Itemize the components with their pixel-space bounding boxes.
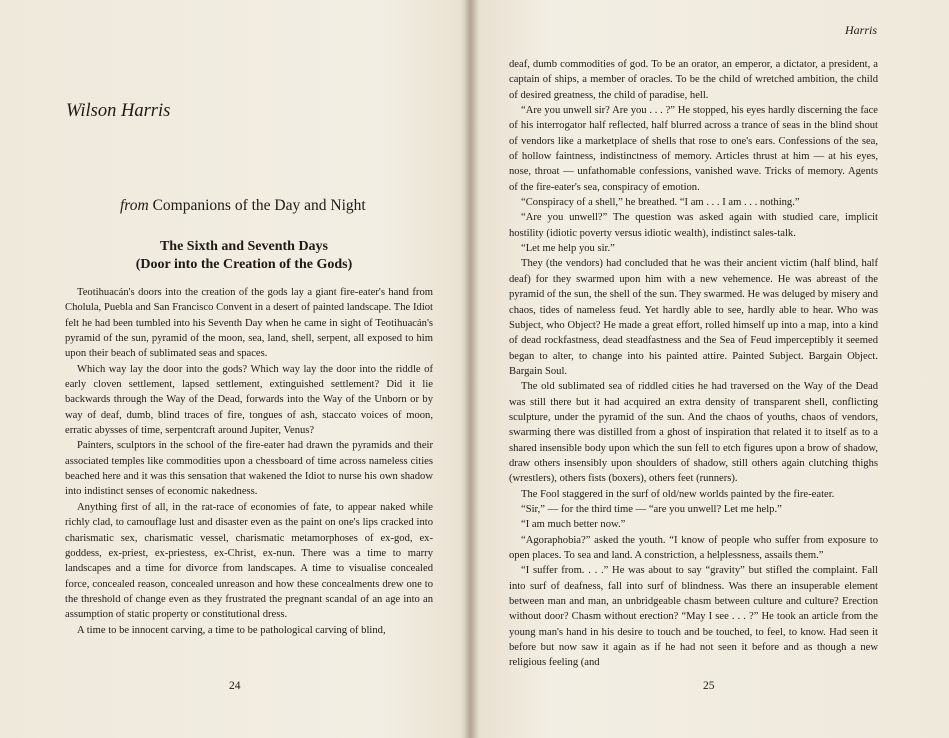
paragraph: “Let me help you sir.” [521, 243, 615, 255]
right-body-text [509, 57, 878, 671]
page-number-right: 25 [703, 680, 715, 692]
section-heading-line1: The Sixth and Seventh Days [159, 239, 329, 254]
right-page [478, 0, 949, 738]
paragraph: deaf, dumb commodities of god. To be an orator, an emperor, a dictator, a president, a captain of ships, a member of oracles. To be the child of wretched ambition, the child of desired greatness, the child of paradise, hell. [509, 59, 878, 101]
paragraph: The old sublimated sea of riddled cities he had traversed on the Way of the Dead was still there but it had acquired an extra density of transparent shell, conflicting sculpture, under the pyramid of the sun. And the chaos of youths, chaos of vendors, swarming there was distilled from a ghost of inspiration that related it to itself as to a shared insensible body upon which the sun fell to etch figures upon a brow of shadow, draw others insensibly upon shoulders of shadow, still others again clutching thighs (wrestlers), others fists (boxers), others feet (runners). [509, 381, 878, 485]
paragraph: A time to be innocent carving, a time to be pathological carving of blind, [77, 624, 386, 636]
paragraph: Anything first of all, in the rat-race of economies of fate, to appear naked while richly clad, to camouflage lust and disaster even as the paint on one's lips cracked into charismatic sex, charismatic vessel, charismatic metamorphoses of ex-god, ex-goddess, ex-priest, ex-priestess, ex-Christ, ex-nun. There was a time to marry landscapes and a time for divorce from landscapes. A time to visualise concealed force, concealed reason, concealed unreason and how these concealments drew one to the threshold of change even as they frustrated the pregnant scandal of an age into an assumption of static property or constitutional dress. [65, 501, 433, 621]
paragraph: “Sir,” — for the third time — “are you unwell? Let me help.” [521, 503, 782, 515]
paragraph: “I am much better now.” [521, 519, 626, 531]
paragraph: “Conspiracy of a shell,” he breathed. “I am . . . I am . . . nothing.” [521, 197, 800, 209]
running-head: Harris [844, 23, 877, 37]
paragraph: “Are you unwell?” The question was asked again with studied care, implicit hostility (idiotic poverty versus idiotic wealth), indistinct sales-talk. [509, 212, 878, 239]
left-body-text [65, 285, 433, 638]
paragraph: Which way lay the door into the gods? Which way lay the door into the riddle of early cloven settlement, lapsed settlement, extinguished settlement? Did it lie backwards through the Way of the Dead, forwards into the Way of the Unborn or by way of deaf, dumb, blind traces of fire, tongues of ash, staccato voices of moon, erratic abysses of time, serpentcraft around Jupiter, Venus? [65, 363, 433, 437]
selection-heading [120, 197, 366, 215]
paragraph: “Are you unwell sir? Are you . . . ?” He stopped, his eyes hardly discerning the face of his interrogator half reflected, half blurred across a trance of seas in the blind shout of vendors like a marketplace of shells that rose to one's ears. Confessions of the sea, of hollow faintness, indistinctness of memory. Articles thrust at him — at his eyes, nose, throat — unfathomable confessions, vanished wave. Tricks of memory. Agents of the fire-eater's sea, conspiracy of emotion. [509, 105, 878, 193]
paragraph: Teotihuacán's doors into the creation of the gods lay a giant fire-eater's hand from Cholula, Puebla and San Francisco Convent in a desert of painted landscape. The Idiot felt he had been tumbled into his Seventh Day when he came in sight of Teotihuacán's pyramid of the sun, pyramid of the moon, sea, land, shell, serpent, all exposed to him upon their beach of sublimated seas and spaces. [65, 287, 433, 360]
page-number-left: 24 [229, 680, 241, 692]
author-heading: Wilson Harris [66, 101, 171, 121]
paragraph: The Fool staggered in the surf of old/new worlds painted by the fire-eater. [521, 488, 835, 500]
section-heading-line2: (Door into the Creation of the Gods) [135, 257, 353, 272]
selection-title: Companions of the Day and Night [152, 197, 366, 214]
section-heading [60, 238, 428, 274]
left-page [0, 0, 470, 738]
selection-from: from [120, 197, 149, 214]
paragraph: Painters, sculptors in the school of the fire-eater had drawn the pyramids and their associated temples like commodities upon a chessboard of time across nameless cities beached here and it was this sensation that wakened the Idiot to nurse his own shadow into indistinct senses of economic nakedness. [65, 440, 433, 498]
paragraph: “Agoraphobia?” asked the youth. “I know of people who suffer from exposure to open places. To sea and land. A constriction, a helplessness, assails them.” [509, 534, 878, 561]
paragraph: “I suffer from. . . .” He was about to say “gravity” but stifled the complaint. Fall into surf of deafness, fall into surf of blindness. Was there an insuperable element between man and man, an unbridgeable chasm between culture and culture? Erection without door? Chasm without erection? “May I see . . . ?” He took an article from the young man's hand in his desire to touch and be touched, to feel, to know. Had seen it before but now saw it again as if he had not seen it before and as though a new religious feeling (and [509, 565, 878, 669]
paragraph: They (the vendors) had concluded that he was their ancient victim (half blind, half deaf) for they swarmed upon him with a new vehemence. He was abreast of the pyramid of the sun, the shell of the sun. They swarmed. He was deluged by misery and chaos, tides of nameless feud. Yet hardly able to see, hardly able to hear. Who was Subject, who Object? He made a great effort, rolled himself up into a map, into a kind of dead rockfastness, dead steadfastness and the Sea of Feud imperceptibly it seemed began to alter, to change into his painted attire. Painted Subject. Bargain Object. Bargain Soul. [509, 258, 878, 377]
